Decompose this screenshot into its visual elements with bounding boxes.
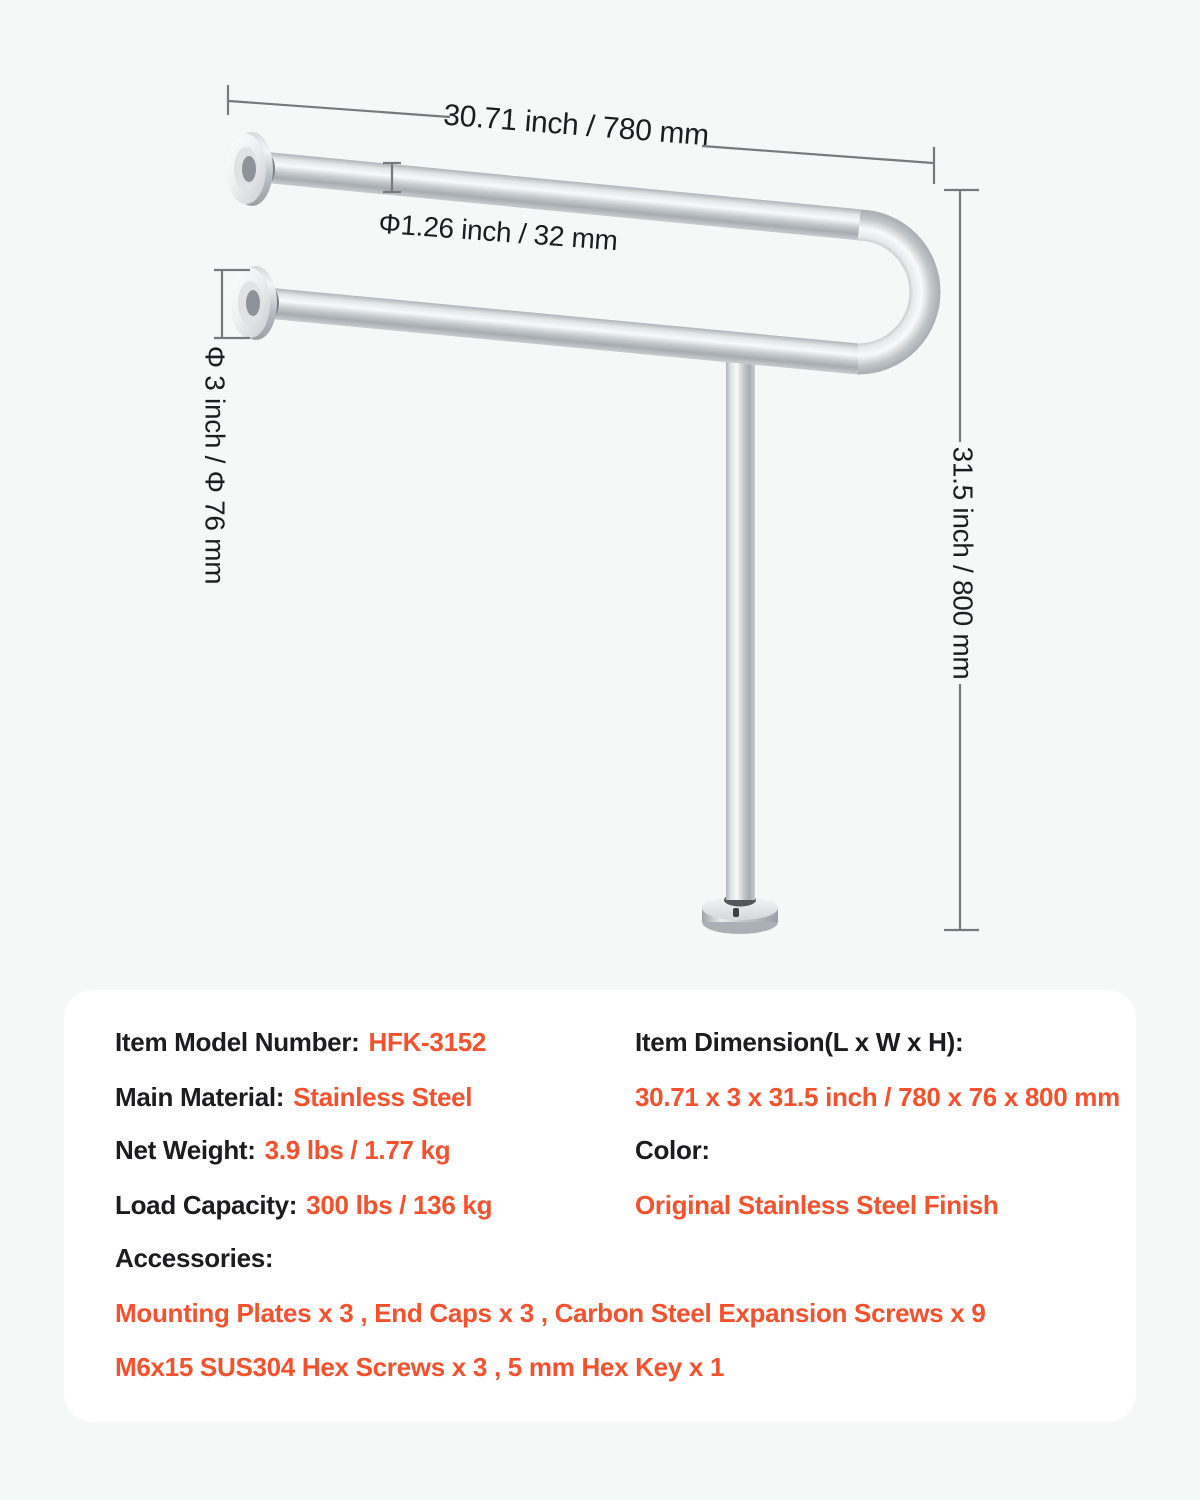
spec-label: Main Material: (115, 1082, 285, 1112)
spec-value: HFK-3152 (368, 1027, 487, 1057)
spec-row-accessories-line-1: Mounting Plates x 3 , End Caps x 3 , Carbon Steel Expansion Screws x 9 (115, 1298, 986, 1328)
spec-label: Net Weight: (115, 1135, 256, 1165)
spec-row-dimension-value: 30.71 x 3 x 31.5 inch / 780 x 76 x 800 mm (635, 1082, 1120, 1112)
flange-diameter-label: Φ 3 inch / Φ 76 mm (199, 345, 231, 585)
u-bend-tube (858, 225, 925, 359)
spec-row-accessories-line-2: M6x15 SUS304 Hex Screws x 3 , 5 mm Hex Key x 1 (115, 1352, 725, 1382)
length-dim-line-right (702, 146, 933, 163)
spec-row-weight (115, 1134, 450, 1166)
spec-row-dimension-label: Item Dimension(L x W x H): (635, 1027, 964, 1057)
spec-label: Load Capacity: (115, 1190, 298, 1220)
lower-rail-tube (259, 287, 863, 375)
plate-set-screw (733, 908, 739, 917)
length-dimension-label: 30.71 inch / 780 mm (442, 98, 711, 153)
spec-row-model (115, 1026, 486, 1058)
support-leg-tube (726, 346, 755, 900)
spec-value: 3.9 lbs / 1.77 kg (264, 1135, 451, 1165)
spec-row-color-label: Color: (635, 1135, 710, 1165)
spec-row-load-capacity (115, 1189, 492, 1221)
spec-panel (64, 990, 1136, 1422)
spec-row-accessories-label: Accessories: (115, 1243, 274, 1273)
upper-wall-flange (226, 132, 275, 206)
spec-row-color-value: Original Stainless Steel Finish (635, 1190, 999, 1220)
spec-value: Stainless Steel (293, 1082, 473, 1112)
spec-label: Item Model Number: (115, 1027, 360, 1057)
height-dimension-label: 31.5 inch / 800 mm (947, 446, 979, 680)
spec-value: 300 lbs / 136 kg (306, 1190, 493, 1220)
length-dim-line-left (229, 101, 450, 117)
tube-diameter-label: Φ1.26 inch / 32 mm (377, 207, 619, 257)
lower-wall-flange (230, 266, 279, 340)
spec-row-material (115, 1081, 472, 1113)
